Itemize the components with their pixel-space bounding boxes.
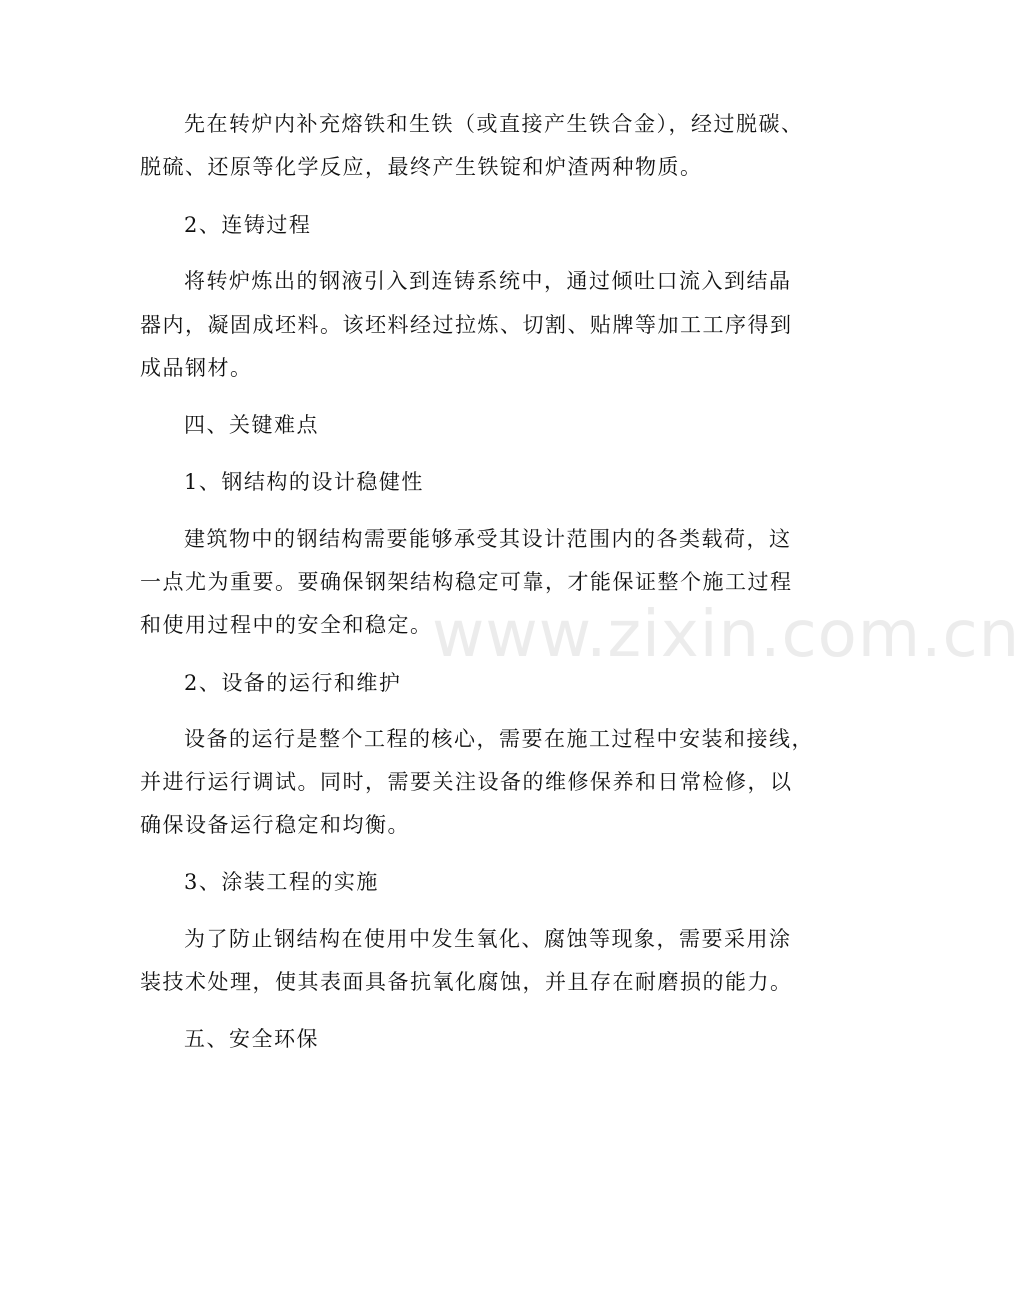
paragraph-line: 成品钢材。 [140,356,253,380]
paragraph-line: 为了防止钢结构在使用中发生氧化、腐蚀等现象，需要采用涂 [184,927,792,951]
section-heading: 1、钢结构的设计稳健性 [184,470,424,494]
section-heading: 2、设备的运行和维护 [184,671,402,695]
section-heading: 四、关键难点 [184,413,319,437]
paragraph-line: 和使用过程中的安全和稳定。 [140,613,433,637]
section-heading: 五、安全环保 [184,1027,319,1051]
section-heading: 3、涂装工程的实施 [184,870,379,894]
paragraph-line: 设备的运行是整个工程的核心，需要在施工过程中安装和接线， [184,727,814,751]
paragraph-line: 将转炉炼出的钢液引入到连铸系统中，通过倾吐口流入到结晶 [184,269,792,293]
paragraph-line: 建筑物中的钢结构需要能够承受其设计范围内的各类载荷，这 [184,527,792,551]
paragraph-line: 脱硫、还原等化学反应，最终产生铁锭和炉渣两种物质。 [140,155,703,179]
paragraph-line: 并进行运行调试。同时，需要关注设备的维修保养和日常检修，以 [140,770,793,794]
paragraph-line: 确保设备运行稳定和均衡。 [140,813,410,837]
paragraph-line: 装技术处理，使其表面具备抗氧化腐蚀，并且存在耐磨损的能力。 [140,970,793,994]
paragraph-line: 一点尤为重要。要确保钢架结构稳定可靠，才能保证整个施工过程 [140,570,793,594]
paragraph-line: 器内，凝固成坯料。该坯料经过拉炼、切割、贴牌等加工工序得到 [140,313,793,337]
paragraph-line: 先在转炉内补充熔铁和生铁（或直接产生铁合金），经过脱碳、 [184,112,804,136]
section-heading: 2、连铸过程 [184,213,312,237]
watermark: www.zixin.com.cn [432,598,1020,672]
